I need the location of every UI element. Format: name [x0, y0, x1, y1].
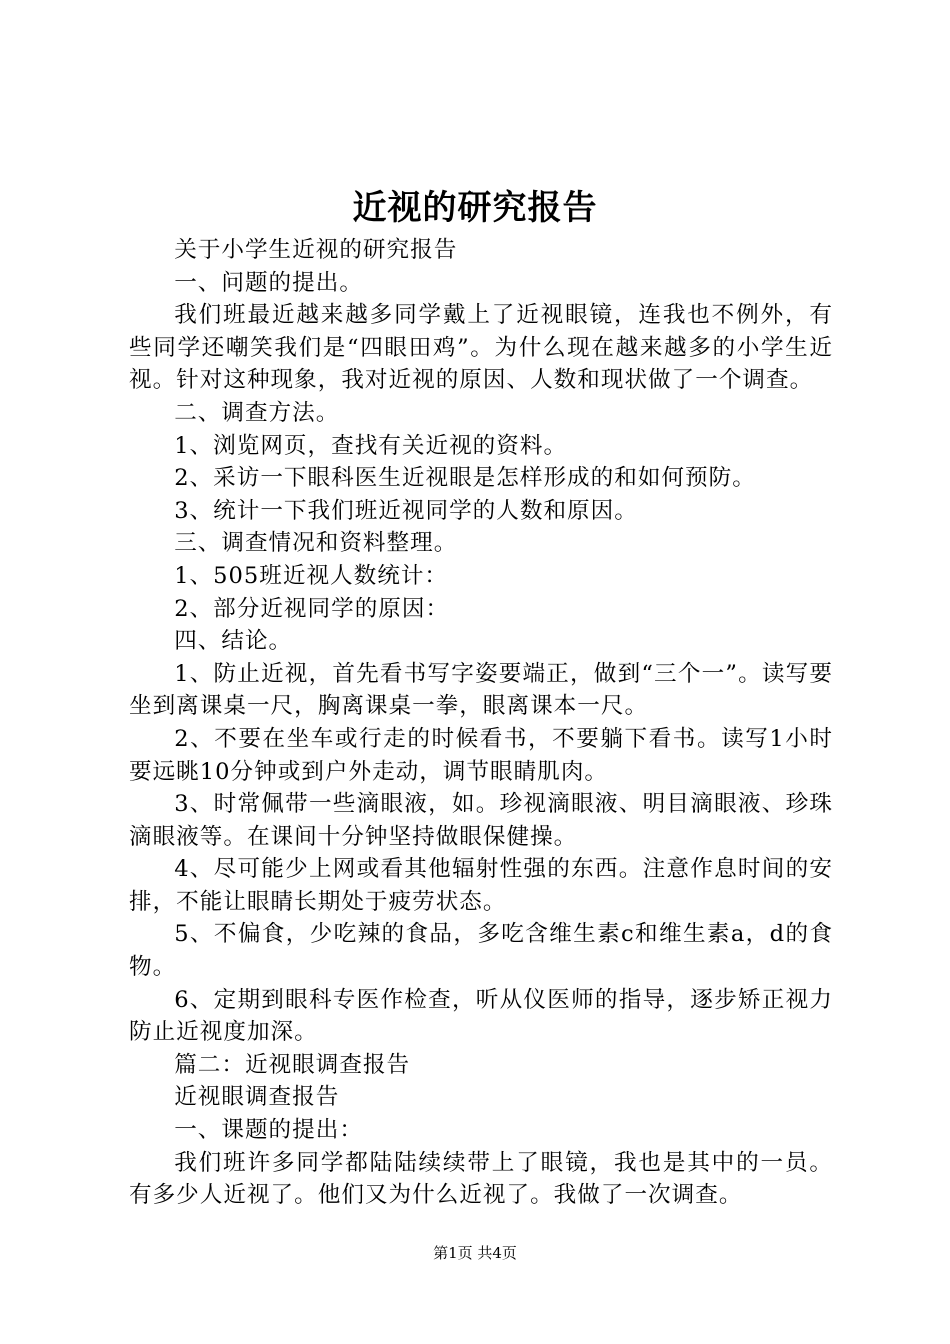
paragraph: 我们班最近越来越多同学戴上了近视眼镜，连我也不例外，有些同学还嘲笑我们是“四眼田鸡”。为什么现在越来越多的小学生近视。针对这种现象，我对近视的原因、人数和现状做了一个调查。	[129, 302, 833, 394]
paragraph: 3、统计一下我们班近视同学的人数和原因。	[174, 497, 638, 524]
paragraph: 近视眼调查报告	[174, 1084, 340, 1111]
paragraph: 2、采访一下眼科医生近视眼是怎样形成的和如何预防。	[174, 465, 756, 492]
paragraph: 4、尽可能少上网或看其他辐射性强的东西。注意作息时间的安排，不能让眼睛长期处于疲劳状态。	[129, 856, 833, 915]
paragraph: 5、不偏食，少吃辣的食品，多吃含维生素c和维生素a，d的食物。	[129, 921, 833, 981]
paragraph: 1、防止近视，首先看书写字姿要端正，做到“三个一”。读写要坐到离课桌一尺，胸离课桌一拳，眼离课本一尺。	[129, 660, 833, 720]
paragraph: 篇二：近视眼调查报告	[174, 1051, 411, 1078]
paragraph: 6、定期到眼科专医作检查，听从仪医师的指导，逐步矫正视力防止近视度加深。	[129, 986, 833, 1046]
paragraph: 1、505班近视人数统计：	[174, 562, 449, 589]
paragraph: 二、调查方法。	[174, 399, 340, 426]
paragraph: 四、结论。	[174, 628, 293, 655]
paragraph: 2、不要在坐车或行走的时候看书，不要躺下看书。读写1小时要远眺10分钟或到户外走动，调节眼睛肌肉。	[129, 725, 833, 785]
document-title: 近视的研究报告	[352, 188, 598, 228]
paragraph: 三、调查情况和资料整理。	[174, 530, 458, 557]
page-number-footer: 第1页 共4页	[433, 1244, 517, 1262]
paragraph: 2、部分近视同学的原因：	[174, 595, 450, 622]
paragraph: 一、课题的提出：	[174, 1117, 363, 1144]
paragraph: 3、时常佩带一些滴眼液，如。珍视滴眼液、明目滴眼液、珍珠滴眼液等。在课间十分钟坚持做眼保健操。	[129, 791, 833, 850]
paragraph: 关于小学生近视的研究报告	[174, 237, 458, 263]
paragraph: 1、浏览网页，查找有关近视的资料。	[174, 432, 568, 459]
paragraph: 一、问题的提出。	[174, 269, 363, 296]
document-body	[129, 234, 833, 1212]
paragraph: 我们班许多同学都陆陆续续带上了眼镜，我也是其中的一员。有多少人近视了。他们又为什么近视了。我做了一次调查。	[129, 1149, 833, 1209]
